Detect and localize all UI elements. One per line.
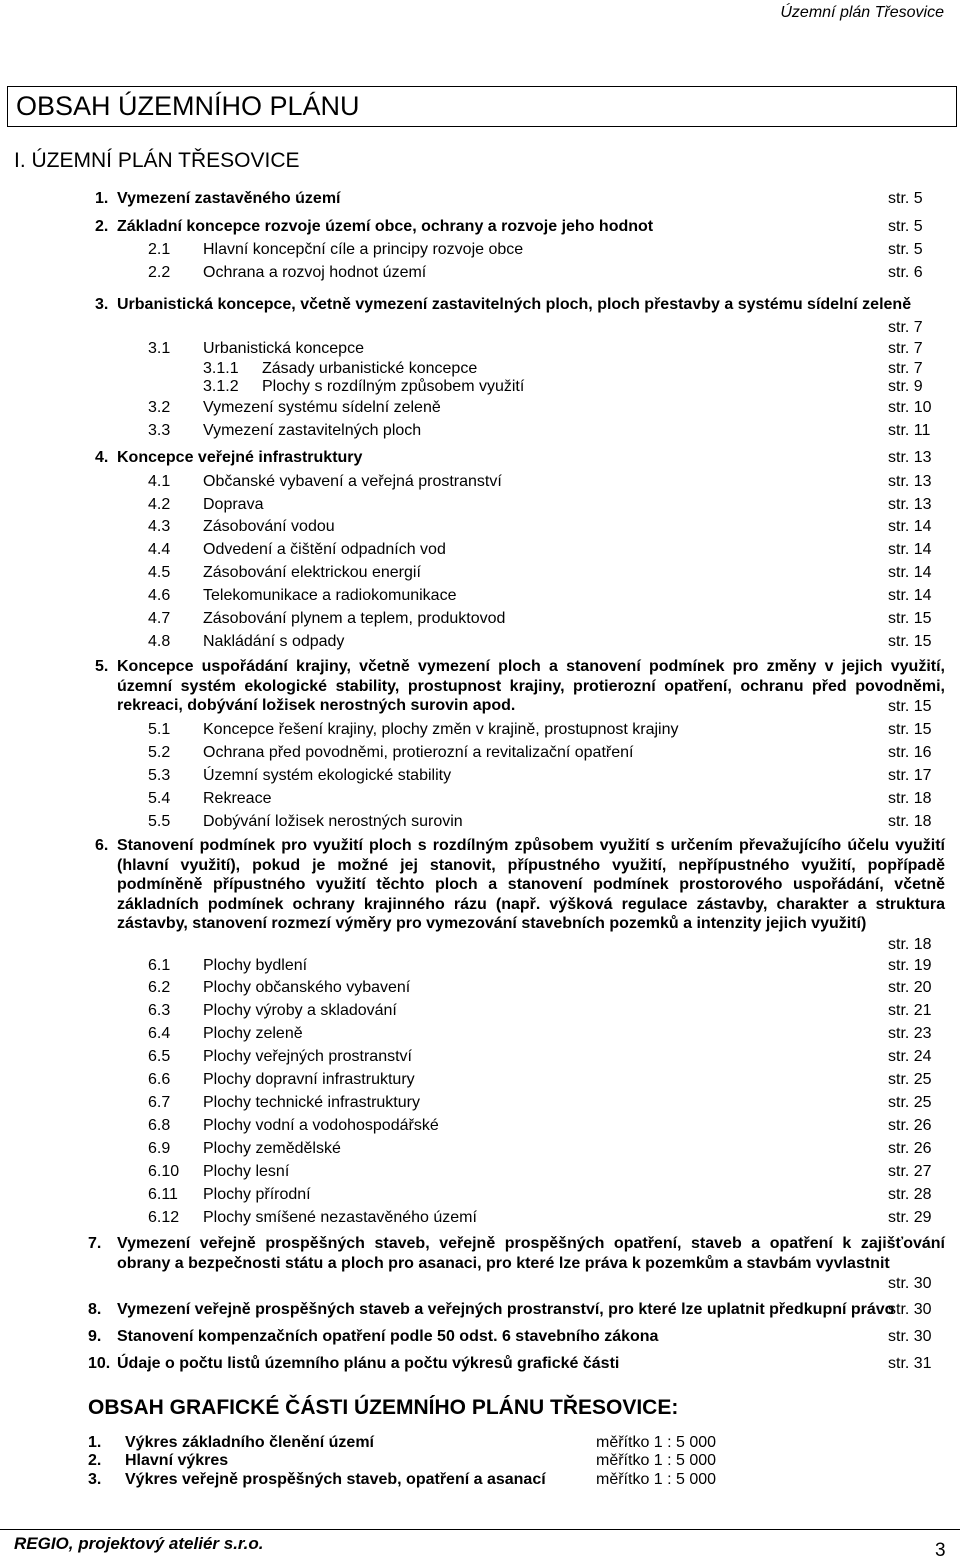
graphic-item-scale: měřítko 1 : 5 000 (596, 1434, 717, 1451)
toc-item-text: Plochy zeleně (203, 1025, 303, 1042)
toc-item-text: Koncepce řešení krajiny, plochy změn v krajině, prostupnost krajiny (203, 721, 679, 738)
toc-item-number: 6.5 (148, 1048, 171, 1065)
toc-item-number: 6.3 (148, 1002, 171, 1019)
toc-item-page: str. 14 (888, 564, 932, 581)
toc-item-number: 3.1 (148, 340, 171, 357)
toc-item-text: Vymezení veřejně prospěšných staveb, veřejně prospěšných opatření, staveb a opatření k zajišťování obrany a bezpečnosti státu a ploch pro asanaci, pro které lze práva k pozemkům a stavbám vyvlastnit (117, 1235, 945, 1272)
toc-item-page: str. 15 (888, 610, 932, 627)
toc-item-page: str. 5 (888, 190, 923, 207)
toc-item-text: Urbanistická koncepce (203, 340, 364, 357)
toc-item-text: Rekreace (203, 790, 272, 807)
toc-item-page: str. 31 (888, 1355, 932, 1372)
graphic-item-scale: měřítko 1 : 5 000 (596, 1471, 717, 1488)
toc-item-page: str. 24 (888, 1048, 932, 1065)
toc-item-page: str. 15 (888, 721, 932, 738)
toc-item-page: str. 13 (888, 449, 932, 466)
toc-item-text: Doprava (203, 496, 264, 513)
toc-item-number: 6.11 (148, 1186, 178, 1203)
toc-item-text: Vymezení systému sídelní zeleně (203, 399, 441, 416)
toc-item-text: Územní systém ekologické stability (203, 767, 452, 784)
toc-item-number: 4.7 (148, 610, 171, 627)
toc-item-number: 3.3 (148, 422, 171, 439)
toc-item-page: str. 30 (888, 1328, 932, 1345)
toc-item-page: str. 18 (888, 813, 932, 830)
toc-item-number: 6.12 (148, 1209, 180, 1226)
toc-item-page: str. 23 (888, 1025, 932, 1042)
graphic-part-title: OBSAH GRAFICKÉ ČÁSTI ÚZEMNÍHO PLÁNU TŘESOVICE: (88, 1396, 679, 1419)
toc-item-page: str. 26 (888, 1117, 932, 1134)
toc-item-number: 4.5 (148, 564, 171, 581)
toc-item-number: 2. (95, 218, 109, 235)
toc-title: OBSAH ÚZEMNÍHO PLÁNU (16, 91, 360, 121)
toc-item-number: 10. (88, 1355, 111, 1372)
toc-item-number: 4.8 (148, 633, 171, 650)
toc-item-text: Plochy bydlení (203, 957, 308, 974)
toc-item-number: 6.7 (148, 1094, 171, 1111)
toc-item-page: str. 18 (888, 936, 932, 953)
toc-item-page: str. 21 (888, 1002, 932, 1019)
toc-item-number: 4.1 (148, 473, 171, 490)
graphic-item-text: Výkres základního členění území (125, 1434, 374, 1451)
toc-item-page: str. 25 (888, 1071, 932, 1088)
toc-item-page: str. 9 (888, 378, 923, 395)
toc-item-number: 5. (95, 658, 109, 675)
toc-item-text: Plochy vodní a vodohospodářské (203, 1117, 439, 1134)
toc-item-number: 7. (88, 1235, 102, 1252)
footer-divider (0, 1529, 960, 1530)
toc-item-number: 4.4 (148, 541, 171, 558)
toc-item-number: 6.10 (148, 1163, 180, 1180)
toc-item-page: str. 10 (888, 399, 932, 416)
toc-item-number: 4. (95, 449, 109, 466)
toc-item-text: Plochy technické infrastruktury (203, 1094, 420, 1111)
toc-item-page: str. 7 (888, 319, 923, 336)
toc-item-text: Základní koncepce rozvoje území obce, ochrany a rozvoje jeho hodnot (117, 218, 654, 235)
toc-item-page: str. 18 (888, 790, 932, 807)
toc-item-page: str. 30 (888, 1275, 932, 1292)
toc-item-page: str. 5 (888, 241, 923, 258)
graphic-item-scale: měřítko 1 : 5 000 (596, 1452, 717, 1469)
running-header: Územní plán Třesovice (780, 4, 944, 21)
graphic-item-num: 2. (88, 1452, 102, 1469)
toc-item-page: str. 15 (888, 698, 932, 715)
toc-item-page: str. 11 (888, 422, 931, 439)
toc-item-text: Plochy přírodní (203, 1186, 311, 1203)
toc-item-page: str. 15 (888, 633, 932, 650)
toc-item-number: 3.1.1 (203, 360, 239, 377)
toc-item-number: 4.2 (148, 496, 171, 513)
toc-item-text: Stanovení kompenzačních opatření podle 50 odst. 6 stavebního zákona (117, 1328, 659, 1345)
toc-item-text: Nakládání s odpady (203, 633, 345, 650)
toc-item-text: Stanovení podmínek pro využití ploch s rozdílným způsobem využití s určením převažujícího účelu využití (hlavní využití), pokud je možné jej stanovit, přípustného využití, nepřípustného využití, popřípadě podmíněně přípustného využití těchto ploch a stanovení podmínek prostorového uspořádání, včetně základních podmínek ochrany krajinného rázu (např. výšková regulace zástavby, charakter a struktura zástavby, stanovení rozmezí výměry pro vymezování stavebních pozemků a intenzity jejich využití) (117, 837, 945, 932)
toc-item-number: 4.3 (148, 518, 171, 535)
toc-item-text: Zásady urbanistické koncepce (262, 360, 478, 377)
toc-item-page: str. 20 (888, 979, 932, 996)
toc-item-page: str. 14 (888, 587, 932, 604)
toc-item-text: Urbanistická koncepce, včetně vymezení zastavitelných ploch, ploch přestavby a systému sídelní zeleně (117, 296, 912, 313)
toc-item-text: Zásobování plynem a teplem, produktovod (203, 610, 506, 627)
toc-item-number: 6.9 (148, 1140, 171, 1157)
toc-item-number: 3.1.2 (203, 378, 239, 395)
toc-item-page: str. 16 (888, 744, 932, 761)
graphic-item-text: Hlavní výkres (125, 1452, 229, 1469)
toc-item-number: 2.1 (148, 241, 171, 258)
toc-item-text: Koncepce uspořádání krajiny, včetně vymezení ploch a stanovení podmínek pro změny v jejich využití, územní systém ekologické stability, prostupnost krajiny, protierozní opatření, ochranu před povodněmi, rekreaci, dobývání ložisek nerostných surovin apod. (117, 658, 945, 714)
toc-item-number: 3.2 (148, 399, 171, 416)
toc-item-text: Zásobování vodou (203, 518, 335, 535)
toc-item-page: str. 19 (888, 957, 932, 974)
toc-item-page: str. 17 (888, 767, 932, 784)
toc-item-number: 6. (95, 837, 109, 854)
toc-item-text: Plochy zemědělské (203, 1140, 341, 1157)
toc-item-page: str. 7 (888, 340, 923, 357)
toc-item-page: str. 27 (888, 1163, 932, 1180)
toc-item-text: Ochrana před povodněmi, protierozní a revitalizační opatření (203, 744, 634, 761)
toc-item-number: 6.8 (148, 1117, 171, 1134)
toc-item-number: 8. (88, 1301, 102, 1318)
toc-item-number: 6.1 (148, 957, 171, 974)
toc-item-page: str. 6 (888, 264, 923, 281)
toc-item-text: Zásobování elektrickou energií (203, 564, 421, 581)
toc-item-page: str. 25 (888, 1094, 932, 1111)
toc-item-number: 9. (88, 1328, 102, 1345)
toc-item-text: Údaje o počtu listů územního plánu a počtu výkresů grafické části (117, 1355, 620, 1372)
toc-item-page: str. 30 (888, 1301, 932, 1318)
toc-item-text: Vymezení zastavitelných ploch (203, 422, 422, 439)
toc-item-page: str. 14 (888, 541, 932, 558)
toc-item-text: Občanské vybavení a veřejná prostranství (203, 473, 502, 490)
toc-item-number: 4.6 (148, 587, 171, 604)
toc-item-page: str. 14 (888, 518, 932, 535)
page-number: 3 (935, 1540, 946, 1561)
toc-item-text: Plochy výroby a skladování (203, 1002, 397, 1019)
toc-item-text: Ochrana a rozvoj hodnot území (203, 264, 427, 281)
toc-item-text: Vymezení zastavěného území (117, 190, 341, 207)
graphic-item-num: 3. (88, 1471, 102, 1488)
toc-item-number: 5.2 (148, 744, 171, 761)
toc-item-number: 6.2 (148, 979, 171, 996)
footer-company: REGIO, projektový ateliér s.r.o. (14, 1534, 264, 1553)
toc-item-page: str. 13 (888, 473, 932, 490)
toc-item-text: Vymezení veřejně prospěšných staveb a veřejných prostranství, pro které lze uplatnit předkupní právo (117, 1301, 895, 1318)
toc-item-number: 6.6 (148, 1071, 171, 1088)
toc-item-text: Plochy lesní (203, 1163, 290, 1180)
toc-item-number: 5.4 (148, 790, 171, 807)
toc-item-number: 5.1 (148, 721, 171, 738)
toc-item-text: Plochy veřejných prostranství (203, 1048, 412, 1065)
toc-item-page: str. 26 (888, 1140, 932, 1157)
toc-item-number: 6.4 (148, 1025, 171, 1042)
toc-item-page: str. 13 (888, 496, 932, 513)
toc-item-page: str. 7 (888, 360, 923, 377)
toc-item-number: 5.3 (148, 767, 171, 784)
graphic-item-num: 1. (88, 1434, 102, 1451)
toc-item-text: Telekomunikace a radiokomunikace (203, 587, 457, 604)
toc-item-text: Plochy smíšené nezastavěného území (203, 1209, 477, 1226)
toc-item-page: str. 29 (888, 1209, 932, 1226)
toc-item-text: Hlavní koncepční cíle a principy rozvoje obce (203, 241, 524, 258)
toc-item-number: 5.5 (148, 813, 171, 830)
section-title: I. ÚZEMNÍ PLÁN TŘESOVICE (14, 149, 300, 172)
toc-title-box (7, 86, 957, 127)
toc-item-text: Plochy občanského vybavení (203, 979, 411, 996)
toc-item-number: 2.2 (148, 264, 171, 281)
toc-item-text: Plochy s rozdílným způsobem využití (262, 378, 525, 395)
toc-item-page: str. 28 (888, 1186, 932, 1203)
graphic-item-text: Výkres veřejně prospěšných staveb, opatření a asanací (125, 1471, 546, 1488)
toc-item-number: 1. (95, 190, 109, 207)
toc-item-text: Koncepce veřejné infrastruktury (117, 449, 363, 466)
toc-item-text: Dobývání ložisek nerostných surovin (203, 813, 463, 830)
toc-item-number: 3. (95, 296, 109, 313)
toc-item-page: str. 5 (888, 218, 923, 235)
toc-item-text: Odvedení a čištění odpadních vod (203, 541, 446, 558)
toc-item-text: Plochy dopravní infrastruktury (203, 1071, 415, 1088)
